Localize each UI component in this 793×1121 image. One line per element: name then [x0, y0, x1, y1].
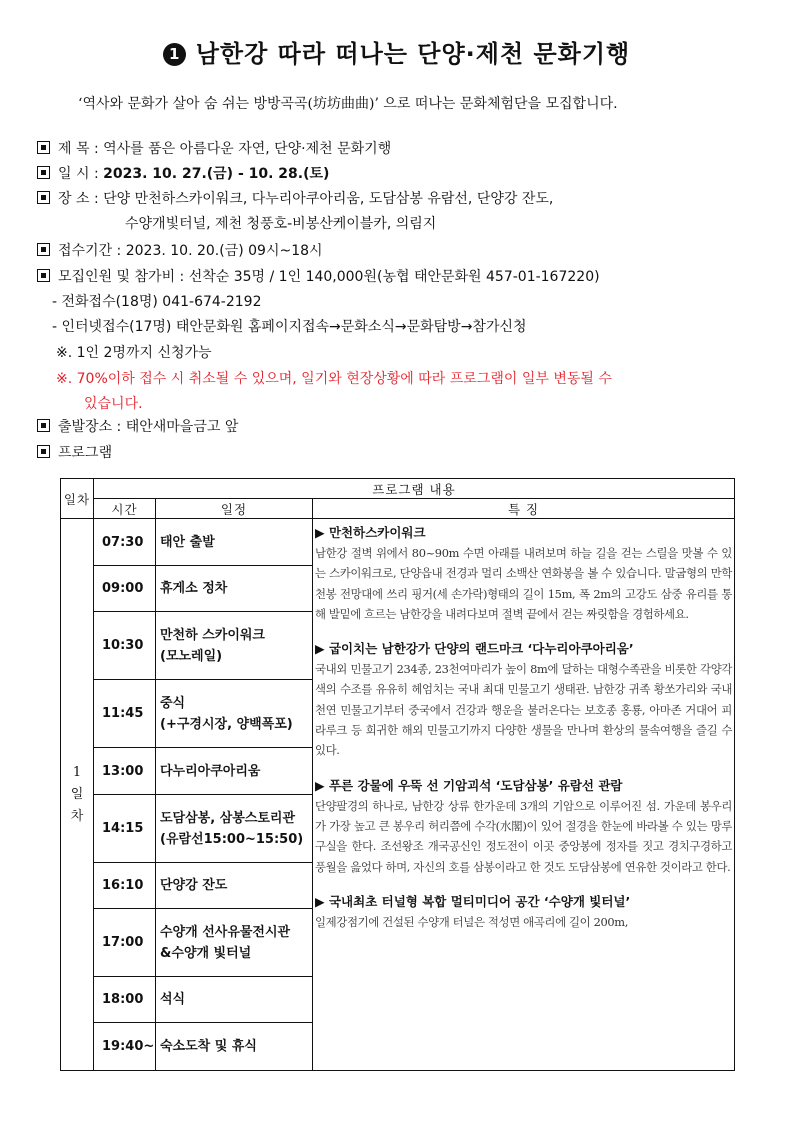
header-schedule: 일정	[156, 499, 313, 519]
schedule-cell: 숙소도착 및 휴식	[156, 1023, 313, 1071]
time-cell: 07:30	[94, 519, 156, 566]
note-line-2-cont: 있습니다.	[84, 396, 143, 412]
date-value: 2023. 10. 27.(금) - 10. 28.(토)	[103, 166, 330, 182]
internet-line: - 인터넷접수(17명) 태안문화원 홈페이지접속→문화소식→문화탐방→참가신청	[52, 319, 527, 335]
feature-title: ▶ 만천하스카이워크	[315, 525, 426, 540]
date-line	[37, 163, 329, 183]
feature-body: 남한강 절벽 위에서 80~90m 수면 아래를 내려보며 하늘 길을 걷는 스릴을 맛볼 수 있는 스카이워크로, 단양읍내 전경과 멀리 소백산 연화봉을 볼 수 있습니다. 말굽형의 만학천봉 전망대에 쓰리 핑거(세 손가락)형태의 길이 15m, 폭 2m의 고강도 삼중 유리를 통해 발밑에 흐르는 남한강을 내려다보며 절벽 끝에서 걷는 짜릿함을 경험하세요.	[315, 546, 733, 621]
recruit-text: 모집인원 및 참가비 : 선착순 35명 / 1인 140,000원(농협 태안문화원 457-01-167220)	[58, 269, 600, 285]
checkbox-square-icon	[37, 419, 50, 432]
feature-cell	[313, 519, 735, 1071]
subject-line	[37, 138, 391, 158]
program-line	[37, 442, 112, 462]
header-feature: 특 징	[313, 499, 735, 519]
period-line	[37, 240, 323, 260]
time-cell: 17:00	[94, 909, 156, 977]
subject-label: 제 목 :	[58, 141, 99, 157]
schedule-cell: 태안 출발	[156, 519, 313, 566]
header-day: 일차	[61, 479, 94, 519]
time-cell: 11:45	[94, 680, 156, 748]
time-cell: 19:40~	[94, 1023, 156, 1071]
program-label: 프로그램	[58, 445, 113, 461]
header-time: 시간	[94, 499, 156, 519]
place-label: 장 소 :	[58, 191, 99, 207]
feature-body: 단양팔경의 하나로, 남한강 상류 한가운데 3개의 기암으로 이루어진 섬. 가운데 봉우리가 가장 높고 큰 봉우리 허리쯤에 수각(水閣)이 있어 절경을 한눈에 바라볼 수 있는 망루 구실을 한다. 조선왕조 개국공신인 정도전이 이곳 중앙봉에 정자를 짓고 경치구경하고 풍월을 읊었다 하며, 자신의 호를 삼봉이라고 한 것도 도담삼봉에 연유한 것이라고 한다.	[315, 798, 733, 874]
time-cell: 14:15	[94, 795, 156, 863]
phone-line: - 전화접수(18명) 041-674-2192	[52, 294, 262, 310]
feature-body: 일제강점기에 건설된 수양개 터널은 적성면 애곡리에 길이 200m,	[315, 914, 628, 929]
checkbox-square-icon	[37, 191, 50, 204]
subject-value: 역사를 품은 아름다운 자연, 단양·제천 문화기행	[103, 141, 392, 157]
schedule-cell: 다누리아쿠아리움	[156, 748, 313, 795]
checkbox-square-icon	[37, 141, 50, 154]
place-value-1: 단양 만천하스카이워크, 다누리아쿠아리움, 도담삼봉 유람선, 단양강 잔도,	[103, 191, 554, 207]
checkbox-square-icon	[37, 243, 50, 256]
note-line-2: ※. 70%이하 접수 시 취소될 수 있으며, 일기와 현장상황에 따라 프로그램이 일부 변동될 수	[56, 371, 612, 387]
time-cell: 18:00	[94, 977, 156, 1023]
number-bullet-icon: 1	[163, 43, 186, 66]
schedule-cell: 도담삼봉, 삼봉스토리관 (유람선15:00~15:50)	[156, 795, 313, 863]
period-label: 접수기간 :	[58, 243, 122, 259]
checkbox-square-icon	[37, 269, 50, 282]
table-row	[61, 519, 735, 566]
time-cell: 10:30	[94, 612, 156, 680]
time-cell: 09:00	[94, 566, 156, 612]
schedule-cell: 휴게소 정차	[156, 566, 313, 612]
checkbox-square-icon	[37, 445, 50, 458]
feature-title: ▶ 푸른 강물에 우뚝 선 기암괴석 ‘도담삼봉’ 유람선 관람	[315, 777, 623, 793]
time-cell: 13:00	[94, 748, 156, 795]
feature-title: ▶ 굽이치는 남한강가 단양의 랜드마크 ‘다누리아쿠아리움’	[315, 641, 634, 657]
page-title	[0, 34, 793, 69]
feature-body: 국내외 민물고기 234종, 23천여마리가 높이 8m에 달하는 대형수족관을 비롯한 각양각색의 수조를 유유히 헤엄치는 국내 최대 민물고기 생태관. 남한강 귀족 황쏘가리와 국내 천연 민물고기부터 중국에서 건강과 행운을 불러온다는 보호종 홍룡, 아마존 거대어 피라루크 등 희귀한 해외 민물고기까지 다양한 생물을 만나며 환상의 물속여행을 즐길 수 있다.	[315, 662, 733, 758]
program-table	[60, 478, 735, 1071]
note-line-1: ※. 1인 2명까지 신청가능	[56, 345, 212, 361]
period-value: 2023. 10. 20.(금) 09시~18시	[125, 243, 323, 259]
place-value-2: 수양개빛터널, 제천 청풍호-비봉산케이블카, 의림지	[125, 216, 437, 232]
checkbox-square-icon	[37, 166, 50, 179]
header-program: 프로그램 내용	[94, 479, 735, 499]
schedule-cell: 수양개 선사유물전시관 &수양개 빛터널	[156, 909, 313, 977]
intro-text: ‘역사와 문화가 살아 숨 쉬는 방방곡곡(坊坊曲曲)’ 으로 떠나는 문화체험단을 모집합니다.	[78, 96, 618, 112]
recruit-line	[37, 266, 600, 286]
title-text: 남한강 따라 떠나는 단양·제천 문화기행	[195, 40, 631, 68]
schedule-cell: 만천하 스카이워크 (모노레일)	[156, 612, 313, 680]
day-label: 1 일 차	[70, 764, 84, 824]
time-cell: 16:10	[94, 863, 156, 909]
day-cell	[61, 519, 94, 1071]
departure-text: 출발장소 : 태안새마을금고 앞	[58, 419, 239, 435]
schedule-cell: 중식 (+구경시장, 양백폭포)	[156, 680, 313, 748]
schedule-cell: 단양강 잔도	[156, 863, 313, 909]
departure-line	[37, 416, 238, 436]
schedule-cell: 석식	[156, 977, 313, 1023]
place-line	[37, 188, 553, 208]
date-label: 일 시 :	[58, 166, 99, 182]
feature-title: ▶ 국내최초 터널형 복합 멀티미디어 공간 ‘수양개 빛터널’	[315, 893, 631, 909]
